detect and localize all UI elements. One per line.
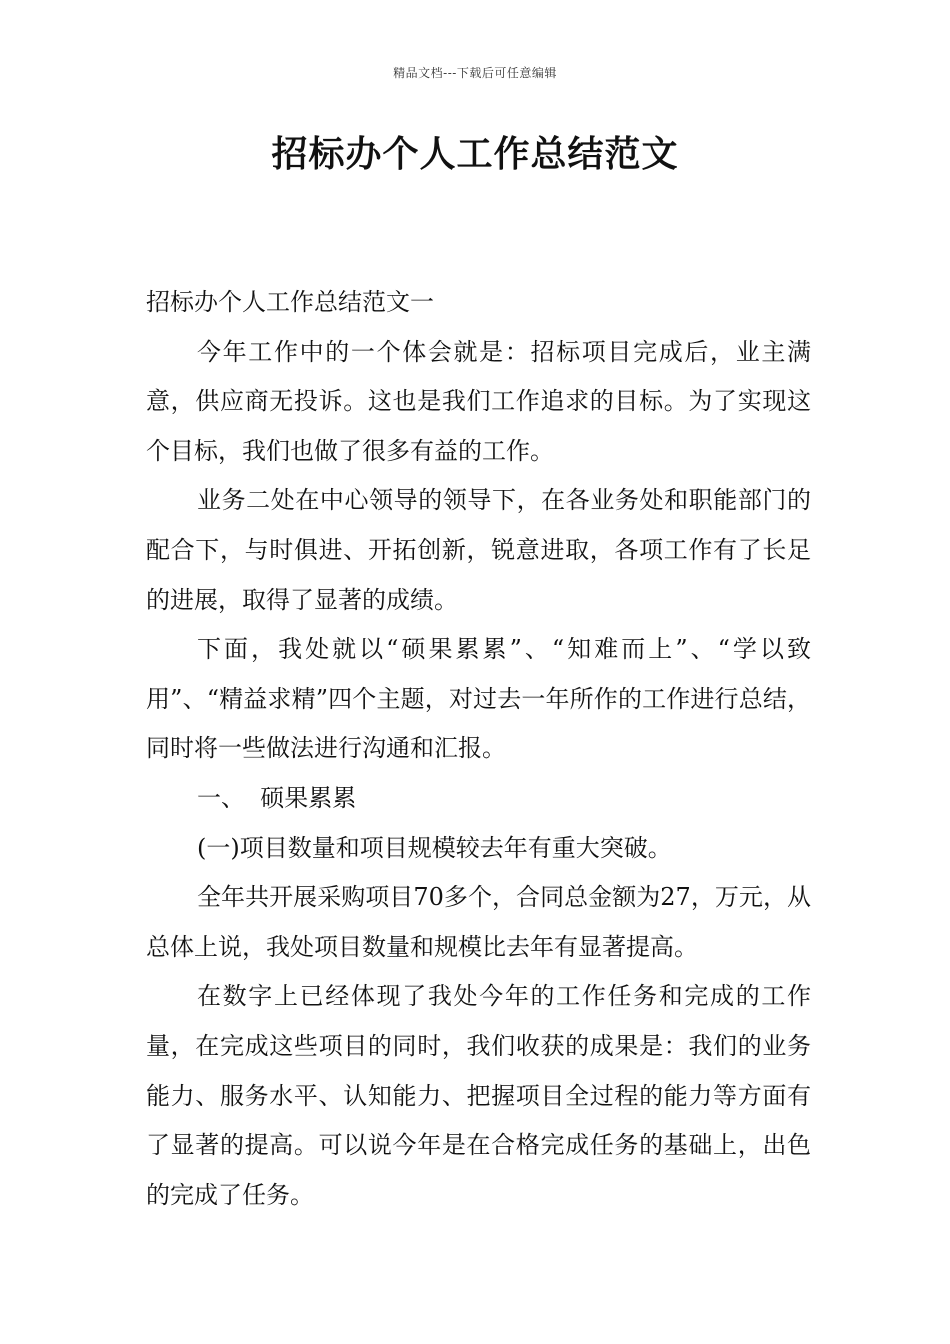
- subsection-heading-1: 一、 硕果累累: [197, 783, 357, 812]
- paragraph-4: 全年共开展采购项目70多个，合同总金额为27，万元，从总体上说，我处项目数量和规模比去年有显著提高。: [146, 883, 811, 961]
- subsection-heading-1-1: (一)项目数量和项目规模较去年有重大突破。: [197, 833, 672, 862]
- paragraph-2: 业务二处在中心领导的领导下，在各业务处和职能部门的配合下，与时俱进、开拓创新，锐意进取，各项工作有了长足的进展，取得了显著的成绩。: [146, 486, 811, 614]
- section-heading: 招标办个人工作总结范文一: [146, 288, 434, 316]
- paragraph-3: 下面，我处就以“硕果累累”、“知难而上”、“学以致用”、“精益求精”四个主题，对过去一年所作的工作进行总结，同时将一些做法进行沟通和汇报。: [146, 635, 811, 763]
- page-header-note: 精品文档---下载后可任意编辑: [393, 66, 557, 80]
- paragraph-5: 在数字上已经体现了我处今年的工作任务和完成的工作量，在完成这些项目的同时，我们收获的成果是：我们的业务能力、服务水平、认知能力、把握项目全过程的能力等方面有了显著的提高。可以说今年是在合格完成任务的基础上，出色的完成了任务。: [146, 982, 811, 1209]
- paragraph-1: 今年工作中的一个体会就是：招标项目完成后，业主满意，供应商无投诉。这也是我们工作追求的目标。为了实现这个目标，我们也做了很多有益的工作。: [146, 337, 811, 465]
- document-title: 招标办个人工作总结范文: [271, 133, 679, 175]
- document-body: [146, 278, 811, 1220]
